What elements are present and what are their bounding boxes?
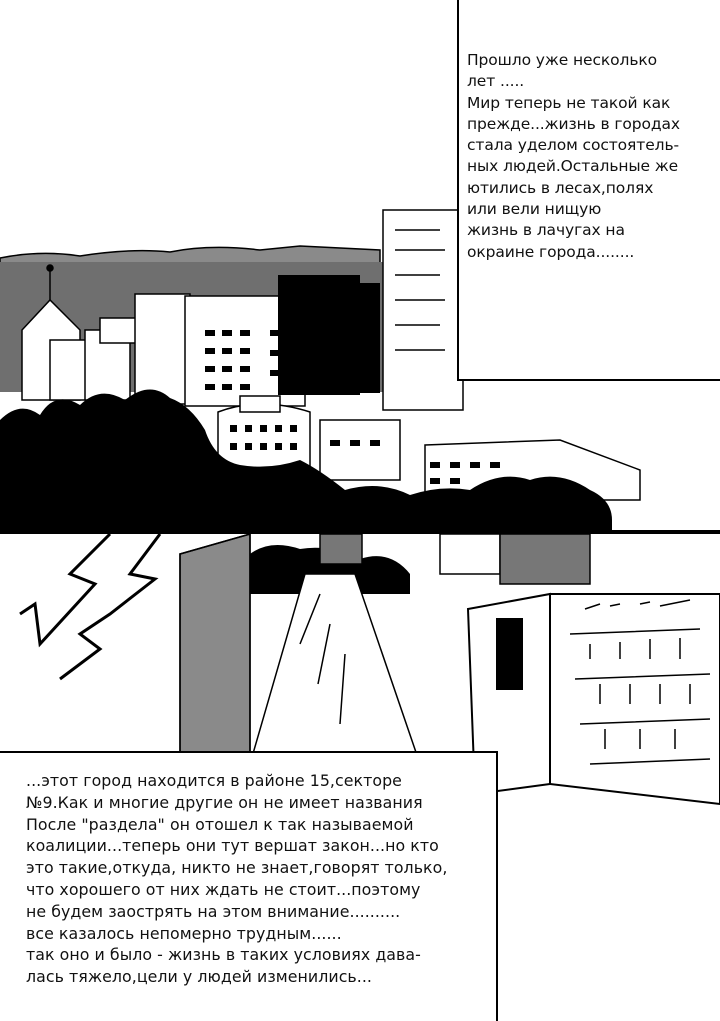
caption-line: прежде...жизнь в городах xyxy=(467,114,680,133)
caption-line: окраине города........ xyxy=(467,242,635,261)
narration-caption-bottom xyxy=(0,751,498,1021)
caption-line: №9.Как и многие другие он не имеет названия xyxy=(26,792,423,812)
narration-caption-top xyxy=(457,0,720,381)
caption-line: ных людей.Остальные же xyxy=(467,157,679,176)
building-tall-right xyxy=(383,210,463,410)
building-round xyxy=(218,396,310,470)
distant-building xyxy=(320,534,362,564)
caption-line: это такие,откуда, никто не знает,говорят только, xyxy=(26,858,448,878)
caption-line: После "раздела" он отошел к так называемой xyxy=(26,814,414,834)
road xyxy=(250,574,420,764)
caption-line: ютились в лесах,полях xyxy=(467,178,654,197)
caption-line: стала уделом состоятель- xyxy=(467,136,679,155)
caption-line: Прошло уже несколько xyxy=(467,51,658,69)
caption-line: жизнь в лачугах на xyxy=(467,221,625,240)
caption-line: лет ..... xyxy=(467,72,525,91)
caption-line: не будем заострять на этом внимание.......... xyxy=(26,901,401,921)
building-left-wall xyxy=(180,534,250,784)
caption-line: коалиции...теперь они тут вершат закон...но кто xyxy=(26,836,439,856)
crack xyxy=(20,534,160,679)
building-ruined-right xyxy=(468,594,720,804)
caption-line: так оно и было - жизнь в таких условиях дава- xyxy=(26,945,421,965)
caption-line: Мир теперь не такой как xyxy=(467,93,671,112)
caption-line: или вели нищую xyxy=(467,200,602,219)
caption-line: все казалось непомерно трудным...... xyxy=(26,923,342,943)
caption-line: ...этот город находится в районе 15,секторе xyxy=(26,771,402,790)
caption-line: лась тяжело,цели у людей изменились... xyxy=(26,967,372,987)
caption-line: что хорошего от них ждать не стоит...поэтому xyxy=(26,879,421,899)
